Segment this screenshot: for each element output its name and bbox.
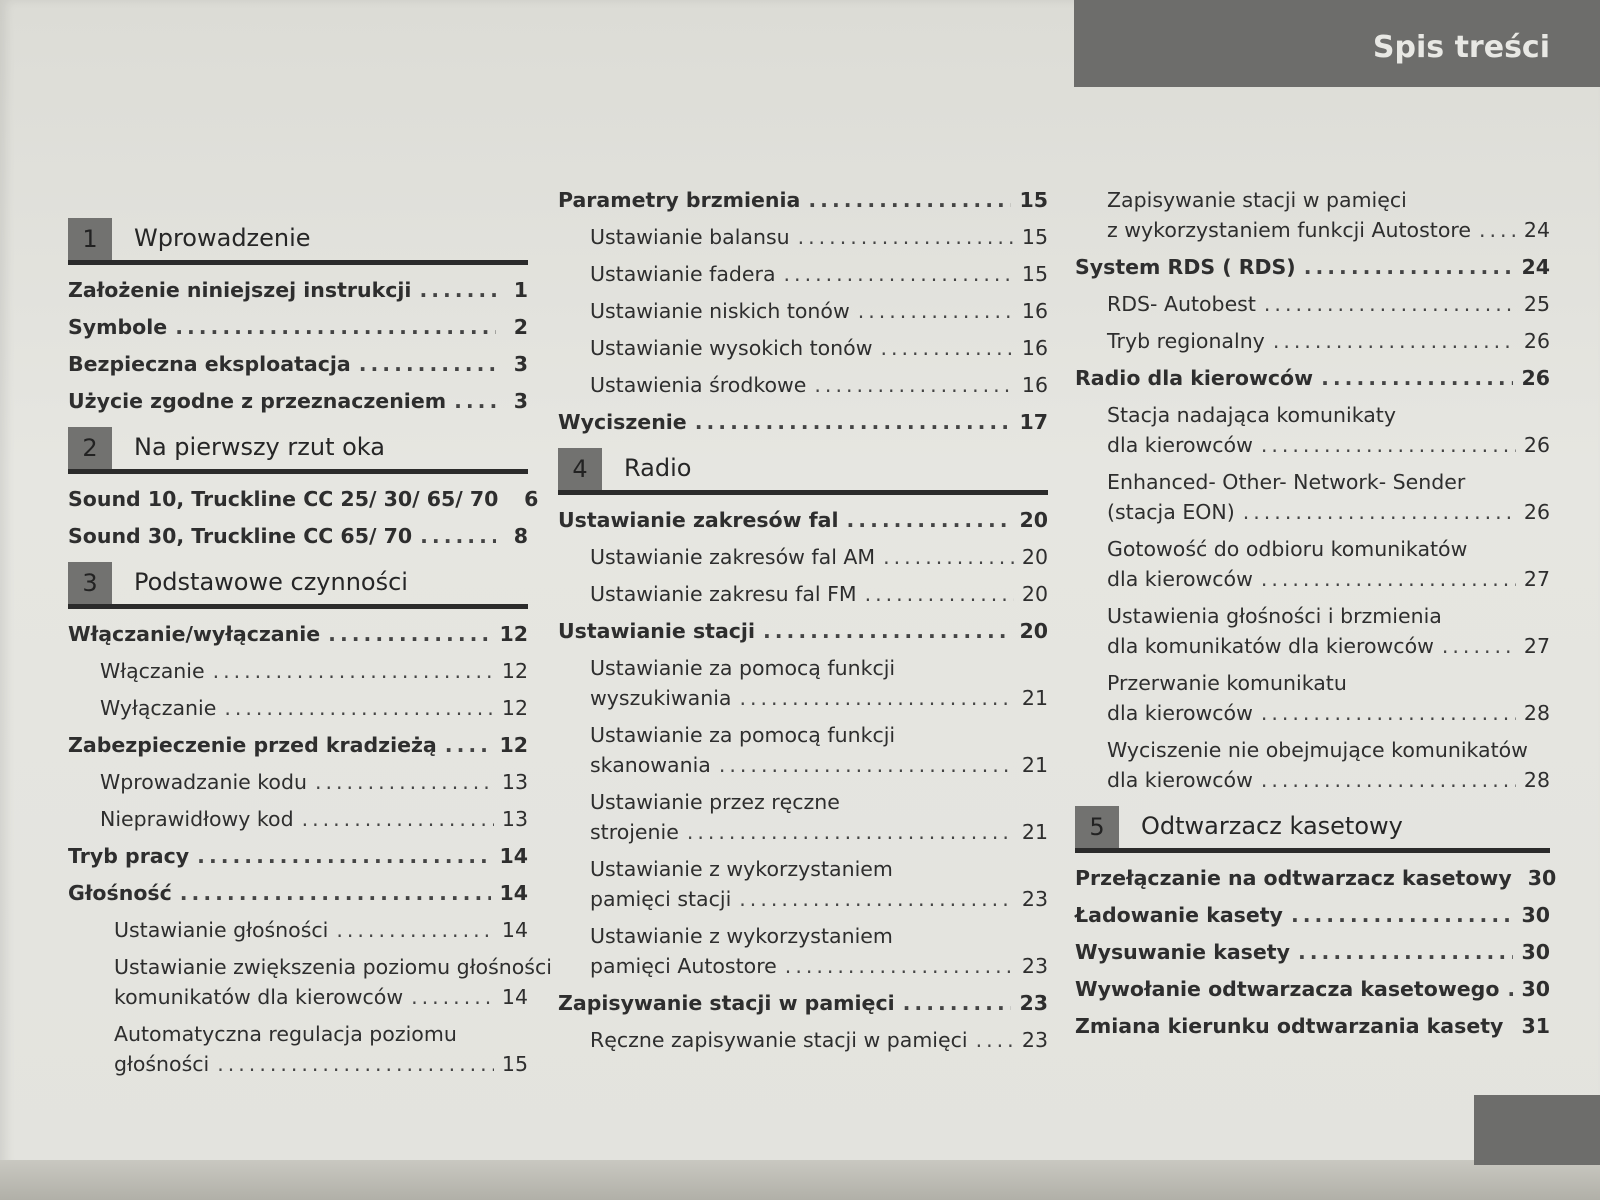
toc-entry-label-cont: dla kierowców: [1107, 768, 1253, 792]
toc-entry-text: [590, 720, 1048, 780]
toc-entry-label: Symbole: [68, 315, 168, 339]
section-title: Na pierwszy rzut oka: [134, 433, 385, 461]
page-number: 20: [1021, 545, 1048, 569]
toc-entry-label-cont: komunikatów dla kierowców: [114, 985, 404, 1009]
page-number: 28: [1523, 701, 1550, 725]
dot-leader: [302, 804, 494, 834]
toc-entry-label: Wysuwanie kasety: [1075, 940, 1290, 964]
page-number: 14: [501, 918, 528, 942]
dot-leader: [411, 982, 494, 1012]
toc-entry[interactable]: [558, 988, 1048, 1018]
toc-entry[interactable]: [558, 542, 1048, 572]
toc-entry-label: Sound 10, Truckline CC 25/ 30/ 65/ 70: [68, 487, 499, 511]
page-number: 15: [1021, 262, 1048, 286]
toc-entry[interactable]: [1075, 974, 1550, 1004]
dot-leader: [213, 656, 494, 686]
toc-entry[interactable]: [1075, 668, 1550, 728]
dot-leader: [175, 312, 496, 342]
toc-entry-label: Ustawienia środkowe: [590, 373, 807, 397]
section-number: 1: [68, 218, 112, 260]
page-number: 21: [1021, 820, 1048, 844]
dot-leader: [798, 222, 1014, 252]
section-header: [68, 214, 528, 265]
toc-entry-label: Sound 30, Truckline CC 65/ 70: [68, 524, 413, 548]
toc-entry-line: [590, 884, 1048, 914]
toc-entry[interactable]: [558, 185, 1048, 215]
page-number: 12: [501, 659, 528, 683]
dot-leader: [1304, 252, 1514, 282]
page-number: 30: [1521, 940, 1550, 964]
page-number: 16: [1021, 373, 1048, 397]
dot-leader: [695, 407, 1012, 437]
dot-leader: [197, 841, 491, 871]
toc-entry-label: Wyłączanie: [100, 696, 217, 720]
toc-entry-label-cont: dla kierowców: [1107, 701, 1253, 725]
toc-entry-label: Ustawienia głośności i brzmienia: [1107, 604, 1442, 628]
toc-entry-line: [1107, 564, 1550, 594]
page-number: 26: [1523, 500, 1550, 524]
toc-entry[interactable]: [1075, 1011, 1550, 1041]
toc-entry[interactable]: [68, 386, 528, 416]
page-number: 3: [513, 352, 528, 376]
toc-entry-label: Ustawianie fadera: [590, 262, 776, 286]
toc-entry[interactable]: [1075, 467, 1550, 527]
toc-entry[interactable]: [1075, 363, 1550, 393]
toc-entry-label: Ustawianie niskich tonów: [590, 299, 850, 323]
toc-entry[interactable]: [68, 804, 528, 834]
dot-leader: [1298, 937, 1514, 967]
toc-entry-line: [1107, 631, 1550, 661]
page-number: 23: [1021, 887, 1048, 911]
page-number: 26: [1523, 329, 1550, 353]
toc-entry-label: Automatyczna regulacja poziomu: [114, 1022, 457, 1046]
toc-entry-label: RDS- Autobest: [1107, 292, 1256, 316]
toc-entry-text: [1107, 467, 1550, 527]
dot-leader: [1261, 698, 1516, 728]
toc-entry[interactable]: [68, 619, 528, 649]
toc-entry-line: [590, 750, 1048, 780]
header-bar: [1074, 0, 1600, 87]
dot-leader: [1507, 974, 1513, 1004]
toc-entry[interactable]: [68, 1019, 528, 1079]
toc-entry-label: Bezpieczna eksploatacja: [68, 352, 351, 376]
toc-entry[interactable]: [558, 505, 1048, 535]
toc-entry[interactable]: [68, 952, 552, 1012]
toc-entry-text: [1107, 400, 1550, 460]
page-number: 20: [1019, 508, 1048, 532]
toc-entry-text: [1107, 534, 1550, 594]
page-number: 23: [1021, 954, 1048, 978]
page-number: 27: [1523, 567, 1550, 591]
toc-entry[interactable]: [68, 693, 528, 723]
toc-entry-label: Stacja nadająca komunikaty: [1107, 403, 1396, 427]
toc-entry[interactable]: [558, 653, 1048, 713]
page-number: 27: [1523, 634, 1550, 658]
toc-entry-line: [590, 817, 1048, 847]
toc-entry[interactable]: [68, 521, 528, 551]
toc-entry-label: Ręczne zapisywanie stacji w pamięci: [590, 1028, 968, 1052]
dot-leader: [763, 616, 1011, 646]
toc-entry-label-cont: pamięci stacji: [590, 887, 732, 911]
section-title: Radio: [624, 454, 692, 482]
toc-entry[interactable]: [68, 915, 528, 945]
toc-entry-text: [1107, 668, 1550, 728]
toc-entry-line: [590, 683, 1048, 713]
toc-entry[interactable]: [68, 656, 528, 686]
toc-entry-label: Tryb pracy: [68, 844, 190, 868]
page-number: 12: [499, 622, 528, 646]
toc-entry-label: Ustawianie głośności: [114, 918, 329, 942]
toc-entry[interactable]: [558, 259, 1048, 289]
dot-leader: [719, 750, 1014, 780]
section-number: 5: [1075, 806, 1119, 848]
page-number: 28: [1523, 768, 1550, 792]
toc-entry-label: Ustawianie balansu: [590, 225, 790, 249]
toc-entry-label: Ustawianie stacji: [558, 619, 755, 643]
toc-entry-label: Zabezpieczenie przed kradzieżą: [68, 733, 437, 757]
dot-leader: [445, 730, 492, 760]
dot-leader: [858, 296, 1014, 326]
toc-entry-line: [114, 982, 528, 1012]
toc-entry-label: Enhanced- Other- Network- Sender: [1107, 470, 1466, 494]
page-number: 15: [1021, 225, 1048, 249]
page-number: 24: [1521, 255, 1550, 279]
toc-entry[interactable]: [1075, 863, 1557, 893]
section-header: [68, 558, 528, 609]
dot-leader: [1261, 765, 1516, 795]
dot-leader: [847, 505, 1012, 535]
toc-entry-label: Przełączanie na odtwarzacz kasetowy: [1075, 866, 1512, 890]
toc-entry[interactable]: [1075, 400, 1550, 460]
page-number: 1: [513, 278, 528, 302]
toc-entry[interactable]: [558, 370, 1048, 400]
toc-entry[interactable]: [1075, 900, 1550, 930]
page-number: 16: [1021, 299, 1048, 323]
toc-entry-label: Ustawianie za pomocą funkcji: [590, 656, 896, 680]
toc-entry[interactable]: [68, 312, 528, 342]
toc-entry[interactable]: [558, 579, 1048, 609]
page-number: 30: [1521, 977, 1550, 1001]
dot-leader: [1264, 289, 1516, 319]
page-number: 21: [1021, 753, 1048, 777]
dot-leader: [1261, 564, 1516, 594]
page-number: 20: [1019, 619, 1048, 643]
toc-entry-label: Głośność: [68, 881, 172, 905]
dot-leader: [224, 693, 494, 723]
page-number: 6: [524, 487, 539, 511]
toc-entry-line: [1107, 698, 1550, 728]
toc-column-1: [68, 210, 552, 1086]
dot-leader: [336, 915, 494, 945]
toc-entry[interactable]: [558, 222, 1048, 252]
section-title: Podstawowe czynności: [134, 568, 408, 596]
toc-entry[interactable]: [68, 767, 528, 797]
toc-entry[interactable]: [558, 1025, 1048, 1055]
page-number: 12: [501, 696, 528, 720]
toc-entry-label-cont: dla kierowców: [1107, 433, 1253, 457]
toc-entry-label-cont: (stacja EON): [1107, 500, 1235, 524]
toc-entry[interactable]: [558, 296, 1048, 326]
dot-leader: [785, 951, 1014, 981]
dot-leader: [976, 1025, 1014, 1055]
toc-entry-label: Ustawianie przez ręczne: [590, 790, 840, 814]
dot-leader: [1442, 631, 1516, 661]
section-header: [1075, 802, 1550, 853]
dot-leader: [1261, 430, 1516, 460]
dot-leader: [315, 767, 494, 797]
toc-entry-label: Założenie niniejszej instrukcji: [68, 278, 412, 302]
toc-entry-label-cont: dla kierowców: [1107, 567, 1253, 591]
toc-entry-text: [590, 653, 1048, 713]
toc-entry-label-cont: skanowania: [590, 753, 711, 777]
page-number: 3: [513, 389, 528, 413]
toc-entry-label: Włączanie/wyłączanie: [68, 622, 321, 646]
page-number: 25: [1523, 292, 1550, 316]
page-number: 16: [1021, 336, 1048, 360]
page-number: 15: [1019, 188, 1048, 212]
toc-entry[interactable]: [558, 854, 1048, 914]
toc-entry-label-cont: wyszukiwania: [590, 686, 732, 710]
toc-entry[interactable]: [1075, 735, 1550, 795]
toc-entry-line: [590, 951, 1048, 981]
toc-entry-label: Wyciszenie: [558, 410, 687, 434]
page-title: Spis treści: [1372, 30, 1550, 65]
toc-entry[interactable]: [1075, 185, 1550, 245]
toc-entry-label: Nieprawidłowy kod: [100, 807, 294, 831]
toc-entry-label-cont: strojenie: [590, 820, 679, 844]
page-number: 23: [1021, 1028, 1048, 1052]
dot-leader: [1479, 215, 1516, 245]
dot-leader: [1511, 1011, 1513, 1041]
toc-entry-label: Ustawianie zakresów fal: [558, 508, 839, 532]
toc-entry-label-cont: dla komunikatów dla kierowców: [1107, 634, 1434, 658]
toc-entry-line: [1107, 497, 1550, 527]
page-number: 8: [513, 524, 528, 548]
toc-entry-label: Ustawianie za pomocą funkcji: [590, 723, 896, 747]
page-number: 2: [513, 315, 528, 339]
toc-entry-label: Tryb regionalny: [1107, 329, 1265, 353]
page-number: 24: [1523, 218, 1550, 242]
page-number: 14: [499, 844, 528, 868]
dot-leader: [359, 349, 496, 379]
toc-entry-label: Wyciszenie nie obejmujące komunikatów: [1107, 738, 1528, 762]
dot-leader: [784, 259, 1014, 289]
toc-entry-label-cont: głośności: [114, 1052, 210, 1076]
toc-entry-label: Ładowanie kasety: [1075, 903, 1283, 927]
toc-entry-label: Zapisywanie stacji w pamięci: [1107, 188, 1407, 212]
dot-leader: [808, 185, 1011, 215]
dot-leader: [1321, 363, 1513, 393]
toc-entry[interactable]: [68, 841, 528, 871]
section-number: 4: [558, 448, 602, 490]
toc-entry-label: Włączanie: [100, 659, 205, 683]
toc-entry-line: [1107, 215, 1550, 245]
toc-entry-text: [1107, 735, 1550, 795]
toc-entry-text: [1107, 185, 1550, 245]
dot-leader: [880, 333, 1013, 363]
dot-leader: [903, 988, 1012, 1018]
toc-entry[interactable]: [1075, 326, 1550, 356]
toc-entry-label: System RDS ( RDS): [1075, 255, 1296, 279]
page-number: 26: [1521, 366, 1550, 390]
toc-entry[interactable]: [1075, 601, 1550, 661]
dot-leader: [687, 817, 1014, 847]
page-number: 20: [1021, 582, 1048, 606]
page-number: 13: [501, 770, 528, 794]
section-title: Odtwarzacz kasetowy: [1141, 812, 1403, 840]
toc-entry-label: Wywołanie odtwarzacza kasetowego: [1075, 977, 1500, 1001]
toc-entry[interactable]: [558, 616, 1048, 646]
page-number: 14: [499, 881, 528, 905]
toc-entry[interactable]: [558, 720, 1048, 780]
toc-entry[interactable]: [1075, 289, 1550, 319]
dot-leader: [420, 521, 496, 551]
toc-entry-label: Ustawianie z wykorzystaniem: [590, 857, 893, 881]
toc-entry-label: Ustawianie zwiększenia poziomu głośności: [114, 955, 552, 979]
toc-entry-label: Wprowadzanie kodu: [100, 770, 307, 794]
dot-leader: [883, 542, 1014, 572]
dot-leader: [739, 884, 1014, 914]
toc-entry[interactable]: [68, 484, 539, 514]
toc-entry-label: Użycie zgodne z przeznaczeniem: [68, 389, 447, 413]
toc-entry[interactable]: [1075, 252, 1550, 282]
page-number: 15: [501, 1052, 528, 1076]
toc-entry-text: [590, 921, 1048, 981]
toc-entry[interactable]: [68, 878, 528, 908]
dot-leader: [1243, 497, 1516, 527]
toc-entry[interactable]: [1075, 937, 1550, 967]
toc-entry[interactable]: [68, 349, 528, 379]
toc-entry-line: [114, 1049, 528, 1079]
toc-entry-label: Przerwanie komunikatu: [1107, 671, 1347, 695]
toc-entry-line: [1107, 765, 1550, 795]
dot-leader: [419, 275, 496, 305]
toc-entry[interactable]: [558, 407, 1048, 437]
footer-tab: [1474, 1095, 1600, 1165]
page-number: 13: [501, 807, 528, 831]
dot-leader: [865, 579, 1014, 609]
toc-entry-label: Ustawianie zakresów fal AM: [590, 545, 876, 569]
section-number: 2: [68, 427, 112, 469]
toc-entry-text: [1107, 601, 1550, 661]
toc-entry-label: Parametry brzmienia: [558, 188, 801, 212]
section-header: [68, 423, 528, 474]
toc-entry-label-cont: z wykorzystaniem funkcji Autostore: [1107, 218, 1471, 242]
toc-entry-label: Gotowość do odbioru komunikatów: [1107, 537, 1468, 561]
toc-column-3: [1075, 185, 1557, 1048]
toc-entry-text: [590, 787, 1048, 847]
toc-entry-label: Ustawianie z wykorzystaniem: [590, 924, 893, 948]
toc-entry-label: Ustawianie zakresu fal FM: [590, 582, 857, 606]
page-number: 17: [1019, 410, 1048, 434]
toc-entry-label: Zapisywanie stacji w pamięci: [558, 991, 895, 1015]
toc-entry-label: Radio dla kierowców: [1075, 366, 1314, 390]
dot-leader: [814, 370, 1014, 400]
toc-entry[interactable]: [1075, 534, 1550, 594]
toc-entry-line: [1107, 430, 1550, 460]
toc-entry[interactable]: [558, 787, 1048, 847]
toc-column-2: [558, 185, 1048, 1062]
dot-leader: [328, 619, 491, 649]
toc-entry-text: [590, 854, 1048, 914]
toc-entry-label: Ustawianie wysokich tonów: [590, 336, 873, 360]
dot-leader: [454, 386, 496, 416]
page-number: 26: [1523, 433, 1550, 457]
dot-leader: [739, 683, 1013, 713]
page-bottom-edge: [0, 1160, 1600, 1200]
dot-leader: [217, 1049, 494, 1079]
page-number: 30: [1521, 903, 1550, 927]
section-title: Wprowadzenie: [134, 224, 311, 252]
section-number: 3: [68, 562, 112, 604]
toc-entry[interactable]: [558, 333, 1048, 363]
toc-entry[interactable]: [68, 730, 528, 760]
page-number: 31: [1521, 1014, 1550, 1038]
toc-entry[interactable]: [558, 921, 1048, 981]
page-number: 30: [1527, 866, 1557, 890]
toc-entry-text: [114, 1019, 528, 1079]
section-header: [558, 444, 1048, 495]
page-number: 21: [1021, 686, 1048, 710]
page-number: 12: [499, 733, 528, 757]
toc-entry-label-cont: pamięci Autostore: [590, 954, 777, 978]
toc-entry[interactable]: [68, 275, 528, 305]
toc-entry-label: Zmiana kierunku odtwarzania kasety: [1075, 1014, 1504, 1038]
dot-leader: [1291, 900, 1514, 930]
dot-leader: [1273, 326, 1516, 356]
page-number: 14: [501, 985, 528, 1009]
page-number: 23: [1019, 991, 1048, 1015]
toc-entry-text: [114, 952, 552, 1012]
dot-leader: [180, 878, 492, 908]
